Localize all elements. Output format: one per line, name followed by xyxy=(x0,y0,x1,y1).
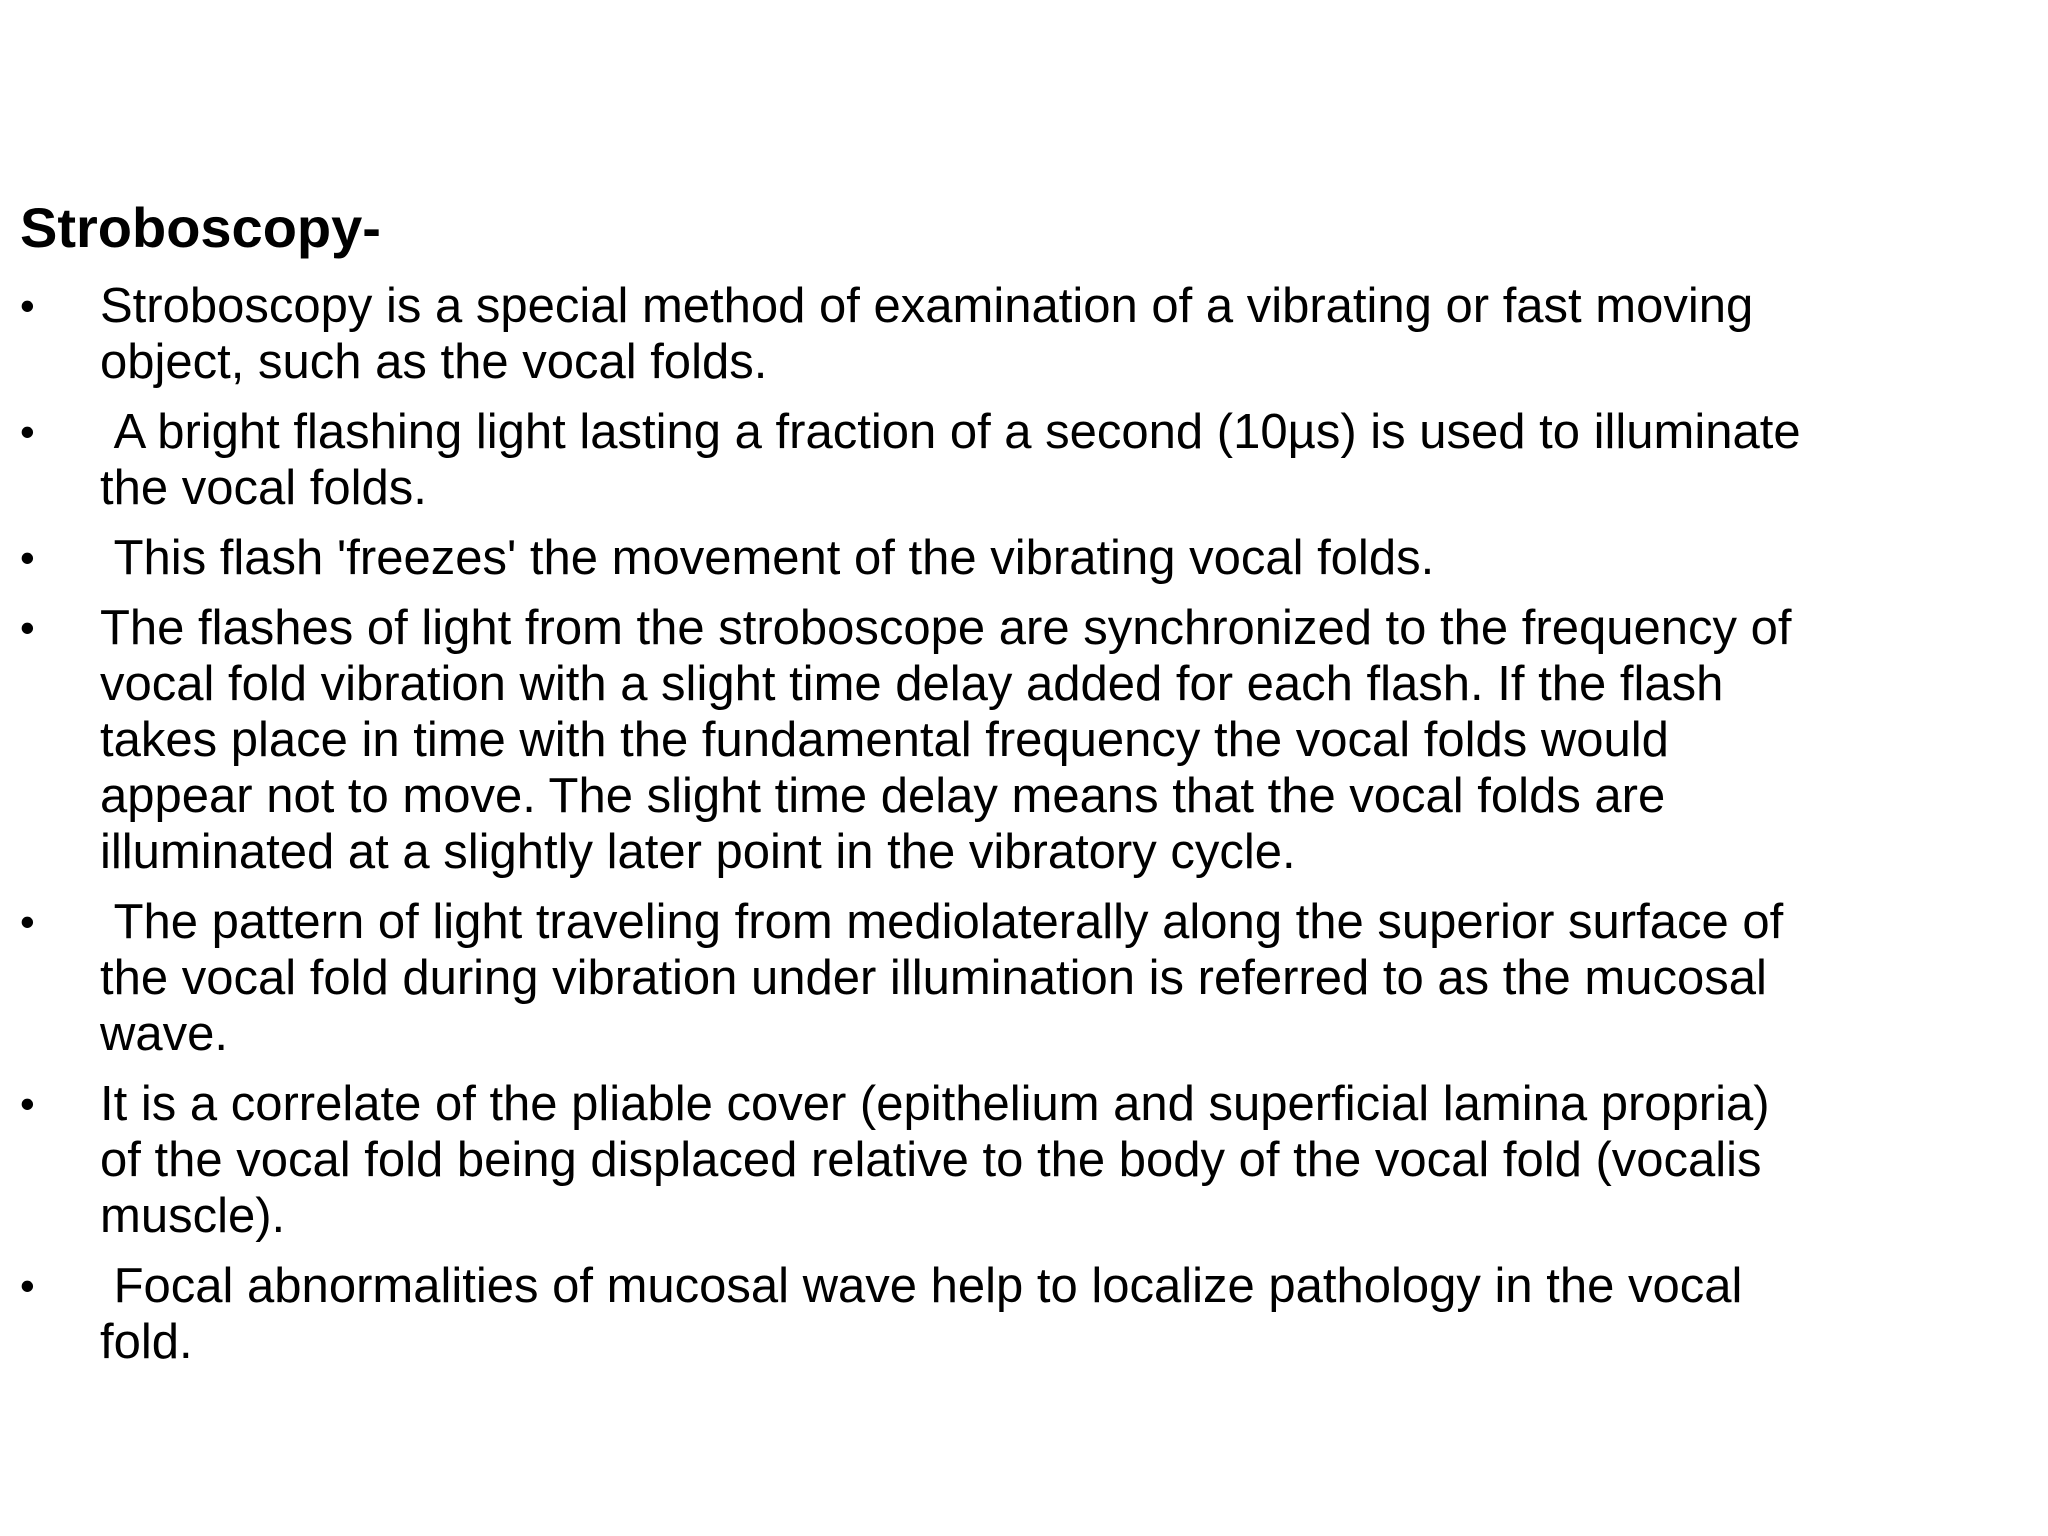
bullet-text: A bright flashing light lasting a fraction of a second (10µs) is used to illuminate the vocal folds. xyxy=(100,405,1815,515)
list-item xyxy=(20,894,1810,1062)
bullet-text: This flash 'freezes' the movement of the vibrating vocal folds. xyxy=(100,531,1435,585)
slide-title: Stroboscopy- xyxy=(20,196,381,259)
bullet-text: Focal abnormalities of mucosal wave help to localize pathology in the vocal fold. xyxy=(100,1259,1757,1369)
bullet-icon: • xyxy=(20,898,35,945)
bullet-text: The pattern of light traveling from mediolaterally along the superior surface of the vocal fold during vibration under illumination is referred to as the mucosal wave. xyxy=(100,895,1797,1061)
list-item xyxy=(20,1076,1810,1244)
bullet-text: The flashes of light from the stroboscope are synchronized to the frequency of vocal fold vibration with a slight time delay added for each flash. If the flash takes place in time with the fundamental frequency the vocal folds would appear not to move. The slight time delay means that the vocal folds are illuminated at a slightly later point in the vibratory cycle. xyxy=(100,601,1792,879)
bullet-icon: • xyxy=(20,604,35,651)
bullet-text: It is a correlate of the pliable cover (epithelium and superficial lamina propria) of the vocal fold being displaced relative to the body of the vocal fold (vocalis muscle). xyxy=(100,1077,1770,1243)
list-item xyxy=(20,600,1810,880)
list-item xyxy=(20,530,1810,586)
bullet-icon: • xyxy=(20,408,35,455)
bullet-text: Stroboscopy is a special method of examination of a vibrating or fast moving object, such as the vocal folds. xyxy=(100,279,1754,389)
list-item xyxy=(20,1258,1810,1370)
list-item xyxy=(20,404,1815,516)
bullet-list xyxy=(20,278,1815,1384)
bullet-icon: • xyxy=(20,1262,35,1309)
bullet-icon: • xyxy=(20,1080,35,1127)
bullet-icon: • xyxy=(20,534,35,581)
bullet-icon: • xyxy=(20,282,35,329)
list-item xyxy=(20,278,1810,390)
